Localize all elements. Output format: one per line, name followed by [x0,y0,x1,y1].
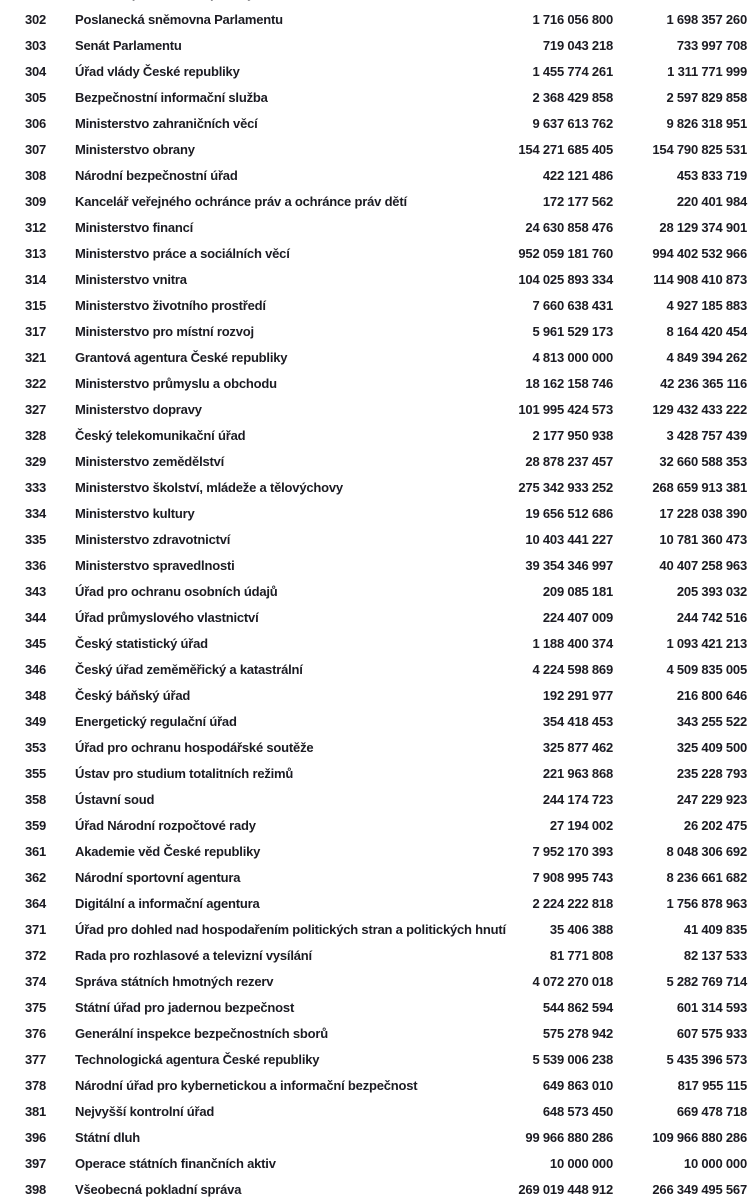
chapter-name-cell: Ministerstvo zemědělství [75,453,225,469]
amount-column-2-cell: 3 428 757 439 [666,427,747,443]
amount-column-1-cell: 719 043 218 [542,37,613,53]
amount-column-1-cell: 19 656 512 686 [525,505,613,521]
table-row [0,188,750,214]
amount-column-2-cell: 1 698 357 260 [666,11,747,27]
amount-column-1-cell: 5 961 529 173 [532,323,613,339]
table-row [0,734,750,760]
table-row [0,916,750,942]
table-row [0,396,750,422]
amount-column-1-cell: 649 863 010 [542,1077,613,1093]
amount-column-2-cell: 4 509 835 005 [666,661,747,677]
amount-column-1-cell [493,0,613,1]
amount-column-2-cell: 1 756 878 963 [666,895,747,911]
table-row [0,500,750,526]
chapter-name-cell: Všeobecná pokladní správa [75,1181,242,1197]
chapter-name-cell [75,0,493,1]
amount-column-2-cell: 5 435 396 573 [666,1051,747,1067]
amount-column-1-cell: 209 085 181 [542,583,613,599]
table-row [0,630,750,656]
chapter-name-cell: Národní sportovní agentura [75,869,241,885]
chapter-number-cell: 355 [25,765,47,781]
amount-column-2-cell: 9 826 318 951 [666,115,747,131]
table-row [0,162,750,188]
amount-column-1-cell: 172 177 562 [542,193,613,209]
amount-column-2-cell: 42 236 365 116 [660,375,747,391]
amount-column-1-cell: 35 406 388 [549,921,613,937]
table-row [0,474,750,500]
table-row [0,1046,750,1072]
table-row [0,656,750,682]
chapter-number-cell: 313 [25,245,47,261]
chapter-name-cell: Ministerstvo práce a sociálních věcí [75,245,290,261]
amount-column-1-cell: 2 224 222 818 [532,895,613,911]
table-row [0,370,750,396]
amount-column-2-cell: 244 742 516 [676,609,747,625]
amount-column-1-cell: 192 291 977 [542,687,613,703]
chapter-number-cell: 398 [25,1181,47,1197]
chapter-number-cell: 307 [25,141,47,157]
table-row [0,604,750,630]
chapter-name-cell: Rada pro rozhlasové a televizní vysílání [75,947,312,963]
chapter-number-cell: 327 [25,401,47,417]
amount-column-2-cell: 2 597 829 858 [666,89,747,105]
amount-column-1-cell: 2 368 429 858 [532,89,613,105]
chapter-name-cell: Operace státních finančních aktiv [75,1155,276,1171]
chapter-number-cell: 317 [25,323,47,339]
table-row [0,136,750,162]
table-row [0,578,750,604]
amount-column-1-cell: 1 716 056 800 [532,11,613,27]
amount-column-1-cell: 1 188 400 374 [532,635,613,651]
table-row [0,682,750,708]
amount-column-2-cell: 325 409 500 [676,739,747,755]
table-row [0,1150,750,1176]
amount-column-1-cell: 7 952 170 393 [532,843,613,859]
amount-column-2-cell: 607 575 933 [676,1025,747,1041]
amount-column-2-cell: 8 164 420 454 [666,323,747,339]
amount-column-2-cell: 343 255 522 [676,713,747,729]
amount-column-2-cell: 28 129 374 901 [659,219,747,235]
amount-column-1-cell: 325 877 462 [542,739,613,755]
chapter-number-cell: 371 [25,921,47,937]
amount-column-2-cell: 669 478 718 [676,1103,747,1119]
chapter-number-cell: 303 [25,37,47,53]
chapter-number-cell: 362 [25,869,47,885]
chapter-number-cell: 397 [25,1155,47,1171]
table-row [0,812,750,838]
chapter-number-cell: 315 [25,297,47,313]
chapter-number-cell: 312 [25,219,47,235]
amount-column-1-cell: 244 174 723 [542,791,613,807]
chapter-name-cell: Energetický regulační úřad [75,713,237,729]
chapter-number-cell: 346 [25,661,47,677]
chapter-name-cell: Ministerstvo financí [75,219,194,235]
amount-column-2-cell: 220 401 984 [676,193,747,209]
table-row [0,890,750,916]
table-row [0,942,750,968]
amount-column-2-cell: 1 311 771 999 [667,63,747,79]
chapter-name-cell: Ministerstvo průmyslu a obchodu [75,375,277,391]
amount-column-1-cell: 104 025 893 334 [518,271,613,287]
amount-column-2-cell: 268 659 913 381 [652,479,747,495]
chapter-number-cell: 381 [25,1103,47,1119]
amount-column-2-cell: 129 432 433 222 [652,401,747,417]
table-row [0,344,750,370]
table-row [0,708,750,734]
amount-column-2-cell: 994 402 532 966 [652,245,747,261]
amount-column-2-cell: 235 228 793 [676,765,747,781]
amount-column-1-cell: 9 637 613 762 [532,115,613,131]
chapter-name-cell: Ministerstvo zahraničních věcí [75,115,258,131]
amount-column-1-cell: 1 455 774 261 [532,63,613,79]
chapter-name-cell: Generální inspekce bezpečnostních sborů [75,1025,328,1041]
amount-column-1-cell: 101 995 424 573 [518,401,613,417]
table-row [0,266,750,292]
chapter-number-cell: 335 [25,531,47,547]
chapter-number-cell: 328 [25,427,47,443]
table-row [0,994,750,1020]
table-row [0,214,750,240]
chapter-number-cell: 345 [25,635,47,651]
chapter-name-cell: Ministerstvo pro místní rozvoj [75,323,254,339]
chapter-name-cell: Ministerstvo spravedlnosti [75,557,235,573]
chapter-number-cell [0,0,75,1]
chapter-number-cell: 304 [25,63,47,79]
chapter-number-cell: 314 [25,271,47,287]
amount-column-1-cell: 4 224 598 869 [532,661,613,677]
amount-column-1-cell: 575 278 942 [542,1025,613,1041]
chapter-number-cell: 305 [25,89,47,105]
amount-column-2-cell: 17 228 038 390 [659,505,747,521]
table-row [0,864,750,890]
table-row [0,32,750,58]
amount-column-2-cell: 154 790 825 531 [652,141,747,157]
chapter-number-cell: 364 [25,895,47,911]
chapter-number-cell: 348 [25,687,47,703]
amount-column-2-cell: 247 229 923 [676,791,747,807]
amount-column-1-cell: 544 862 594 [542,999,613,1015]
amount-column-2-cell: 453 833 719 [676,167,747,183]
chapter-name-cell: Úřad pro ochranu hospodářské soutěže [75,739,314,755]
amount-column-2-cell: 109 966 880 286 [652,1129,747,1145]
chapter-number-cell: 377 [25,1051,47,1067]
chapter-name-cell: Ministerstvo dopravy [75,401,202,417]
table-row [0,58,750,84]
amount-column-2-cell: 266 349 495 567 [652,1181,747,1197]
chapter-number-cell: 374 [25,973,47,989]
amount-column-2-cell: 4 849 394 262 [666,349,747,365]
amount-column-1-cell: 27 194 002 [549,817,613,833]
amount-column-2-cell: 26 202 475 [683,817,747,833]
amount-column-1-cell: 221 963 868 [542,765,613,781]
amount-column-2-cell: 205 393 032 [676,583,747,599]
chapter-name-cell: Státní dluh [75,1129,140,1145]
amount-column-1-cell: 7 908 995 743 [532,869,613,885]
chapter-name-cell: Technologická agentura České republiky [75,1051,320,1067]
amount-column-1-cell: 224 407 009 [542,609,613,625]
chapter-number-cell: 344 [25,609,47,625]
amount-column-2-cell: 1 093 421 213 [666,635,747,651]
amount-column-2-cell: 82 137 533 [683,947,747,963]
table-row [0,552,750,578]
chapter-name-cell: Úřad pro ochranu osobních údajů [75,583,278,599]
chapter-name-cell: Akademie věd České republiky [75,843,261,859]
amount-column-1-cell: 4 813 000 000 [532,349,613,365]
table-row [0,1176,750,1202]
table-row [0,84,750,110]
chapter-number-cell: 359 [25,817,47,833]
table-row [0,292,750,318]
table-row [0,448,750,474]
table-row [0,1072,750,1098]
chapter-number-cell: 306 [25,115,47,131]
chapter-name-cell: Český báňský úřad [75,687,191,703]
amount-column-2-cell: 32 660 588 353 [659,453,747,469]
chapter-name-cell: Grantová agentura České republiky [75,349,288,365]
amount-column-2-cell: 8 048 306 692 [666,843,747,859]
chapter-number-cell: 321 [25,349,47,365]
amount-column-2-cell: 817 955 115 [677,1077,747,1093]
table-row [0,1020,750,1046]
chapter-number-cell: 358 [25,791,47,807]
amount-column-1-cell: 99 966 880 286 [525,1129,613,1145]
amount-column-1-cell: 39 354 346 997 [525,557,613,573]
chapter-number-cell: 309 [25,193,47,209]
chapter-name-cell: Státní úřad pro jadernou bezpečnost [75,999,295,1015]
amount-column-2-cell: 601 314 593 [676,999,747,1015]
amount-column-2-cell: 10 781 360 473 [659,531,747,547]
table-row [0,6,750,32]
chapter-number-cell: 349 [25,713,47,729]
chapter-name-cell: Ministerstvo životního prostředí [75,297,266,313]
amount-column-2-cell: 4 927 185 883 [666,297,747,313]
chapter-number-cell: 333 [25,479,47,495]
chapter-name-cell: Úřad Národní rozpočtové rady [75,817,256,833]
chapter-number-cell: 396 [25,1129,47,1145]
amount-column-1-cell: 81 771 808 [549,947,613,963]
chapter-name-cell: Ministerstvo kultury [75,505,195,521]
chapter-number-cell: 336 [25,557,47,573]
chapter-name-cell: Národní bezpečnostní úřad [75,167,238,183]
chapter-name-cell: Národní úřad pro kybernetickou a informační bezpečnost [75,1077,418,1093]
chapter-number-cell: 376 [25,1025,47,1041]
chapter-number-cell: 353 [25,739,47,755]
chapter-number-cell: 334 [25,505,47,521]
amount-column-2-cell: 8 236 661 682 [666,869,747,885]
table-row [0,1098,750,1124]
chapter-name-cell: Kancelář veřejného ochránce práv a ochránce práv dětí [75,193,407,209]
table-row [0,1124,750,1150]
table-row [0,422,750,448]
chapter-name-cell: Český úřad zeměměřický a katastrální [75,661,303,677]
chapter-name-cell: Úřad průmyslového vlastnictví [75,609,259,625]
chapter-number-cell: 343 [25,583,47,599]
amount-column-2-cell: 40 407 258 963 [659,557,747,573]
chapter-number-cell: 302 [25,11,47,27]
amount-column-1-cell: 648 573 450 [542,1103,613,1119]
chapter-name-cell: Ústavní soud [75,791,155,807]
chapter-name-cell: Správa státních hmotných rezerv [75,973,274,989]
table-row [0,968,750,994]
amount-column-1-cell: 28 878 237 457 [525,453,613,469]
chapter-name-cell: Ministerstvo zdravotnictví [75,531,231,547]
amount-column-1-cell: 275 342 933 252 [518,479,613,495]
amount-column-2-cell: 41 409 835 [683,921,747,937]
chapter-number-cell: 375 [25,999,47,1015]
table-row [0,318,750,344]
table-row [0,526,750,552]
chapter-number-cell: 372 [25,947,47,963]
amount-column-1-cell: 18 162 158 746 [525,375,613,391]
chapter-name-cell: Ministerstvo vnitra [75,271,187,287]
amount-column-1-cell: 269 019 448 912 [518,1181,613,1197]
chapter-name-cell: Český statistický úřad [75,635,208,651]
amount-column-2-cell: 216 800 646 [676,687,747,703]
table-row [0,240,750,266]
chapter-name-cell: Ministerstvo obrany [75,141,195,157]
chapter-number-cell: 378 [25,1077,47,1093]
amount-column-1-cell: 2 177 950 938 [532,427,613,443]
amount-column-2-cell [613,0,747,1]
chapter-name-cell: Digitální a informační agentura [75,895,260,911]
chapter-name-cell: Senát Parlamentu [75,37,182,53]
table-row [0,786,750,812]
chapter-name-cell: Český telekomunikační úřad [75,427,246,443]
chapter-number-cell: 308 [25,167,47,183]
amount-column-1-cell: 5 539 006 238 [532,1051,613,1067]
chapter-name-cell: Úřad vlády České republiky [75,63,240,79]
table-row [0,760,750,786]
amount-column-1-cell: 10 000 000 [549,1155,613,1171]
amount-column-1-cell: 10 403 441 227 [525,531,613,547]
amount-column-1-cell: 7 660 638 431 [532,297,613,313]
amount-column-2-cell: 10 000 000 [683,1155,747,1171]
amount-column-1-cell: 354 418 453 [542,713,613,729]
table-row [0,838,750,864]
amount-column-2-cell: 733 997 708 [676,37,747,53]
chapter-name-cell: Poslanecká sněmovna Parlamentu [75,11,283,27]
chapter-name-cell: Bezpečnostní informační služba [75,89,268,105]
chapter-name-cell: Úřad pro dohled nad hospodařením politických stran a politických hnutí [75,921,506,937]
chapter-name-cell: Ústav pro studium totalitních režimů [75,765,294,781]
amount-column-1-cell: 154 271 685 405 [518,141,613,157]
amount-column-1-cell: 952 059 181 760 [518,245,613,261]
chapter-number-cell: 322 [25,375,47,391]
chapter-number-cell: 361 [25,843,47,859]
table-row [0,110,750,136]
amount-column-1-cell: 422 121 486 [542,167,613,183]
amount-column-2-cell: 114 908 410 873 [653,271,747,287]
amount-column-2-cell: 5 282 769 714 [666,973,747,989]
chapter-name-cell: Nejvyšší kontrolní úřad [75,1103,215,1119]
amount-column-1-cell: 24 630 858 476 [525,219,613,235]
chapter-number-cell: 329 [25,453,47,469]
chapter-name-cell: Ministerstvo školství, mládeže a tělovýchovy [75,479,343,495]
amount-column-1-cell: 4 072 270 018 [532,973,613,989]
